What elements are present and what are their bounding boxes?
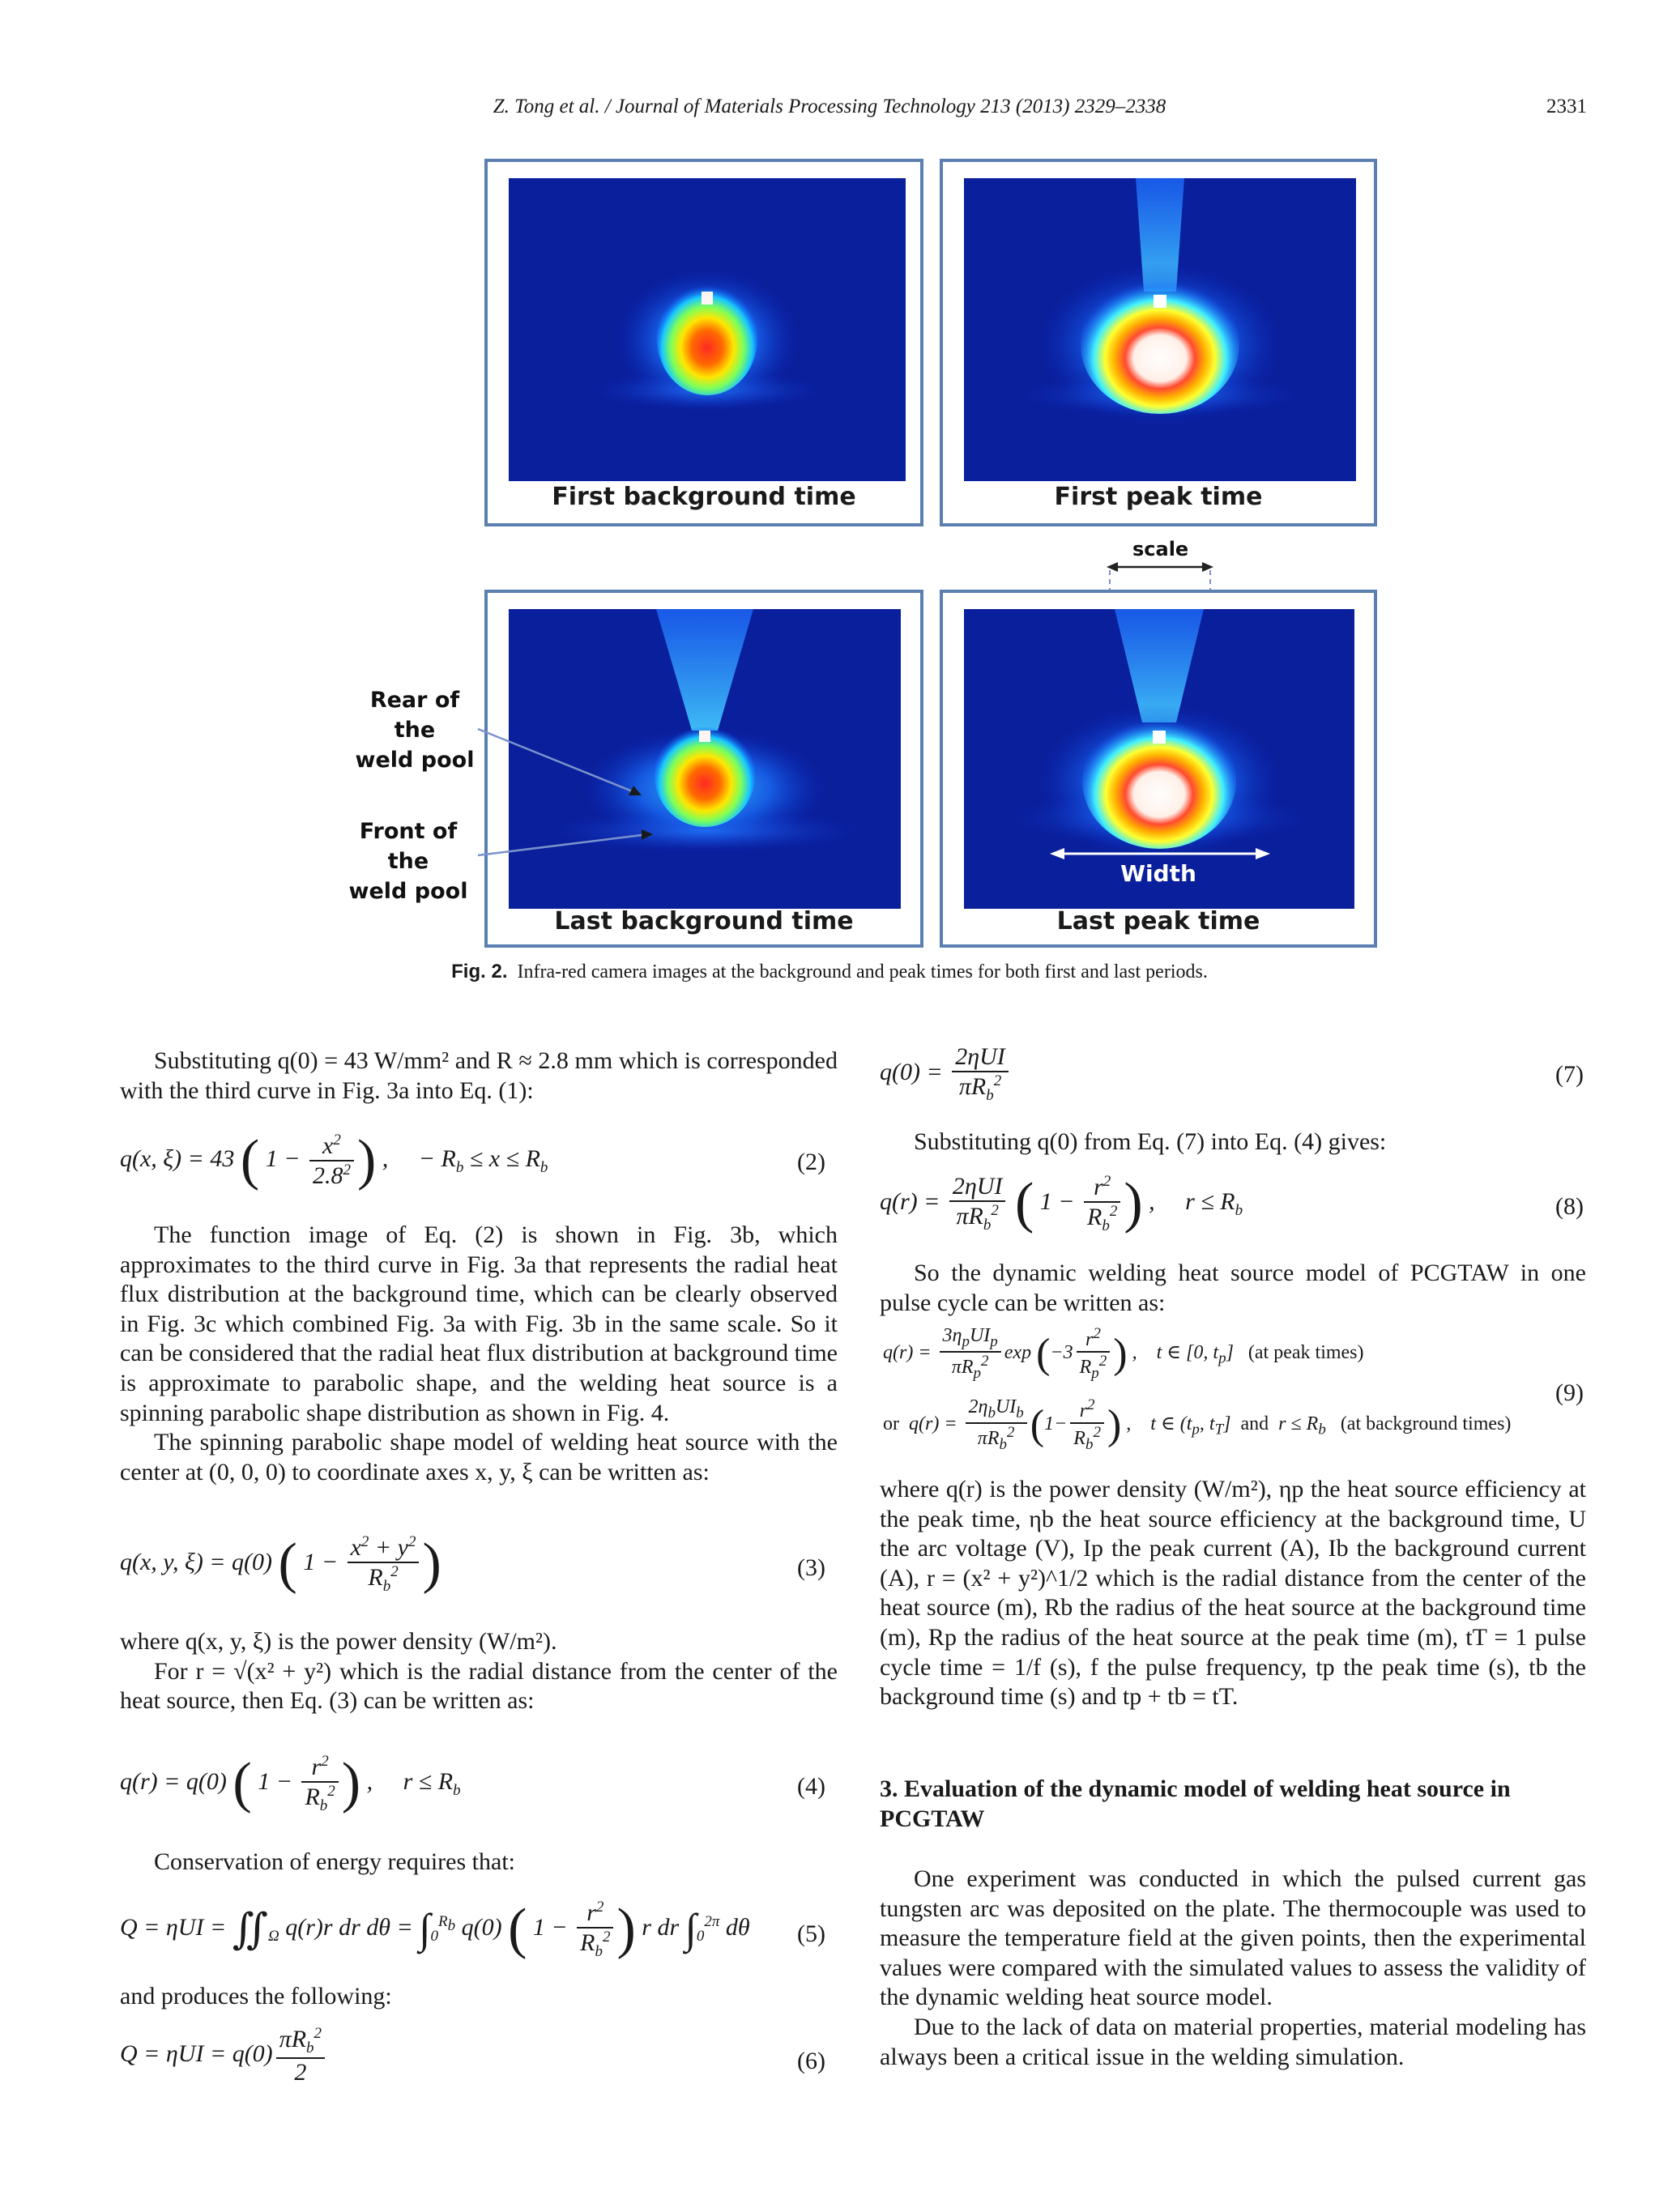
equation-number: (7)	[1555, 1061, 1584, 1088]
right-column-p2: So the dynamic welding heat source model of PCGTAW in one pulse cycle can be written as:	[880, 1259, 1586, 1316]
equation-2: q(x, ξ) = 43 ( 1 − $\frac{x^2}{2.8^2}$ ) , − $R_b \le x \le R_b$	[120, 1129, 548, 1191]
equation-6: Q = ηUI = q(0) $\frac{\pi R_b^2}{2}$	[120, 2025, 328, 2086]
figure-panel-first-background	[484, 159, 923, 526]
left-column-p6: Conservation of energy requires that:	[154, 1848, 515, 1875]
right-column-p3: where q(r) is the power density (W/m²), ηp the heat source efficiency at the peak time, ηb the heat source efficiency at the background time, U the arc voltage (V), Ip the peak current (A), Ib the background current (A), r = (x² + y²)^1/2 which is the radial distance from the center of the heat source (m), Rb the radius of the heat source at the background time (m), Rp the radius of the heat source at the peak time (m), tT = 1 pulse cycle time = 1/f (s), f the pulse frequency, tp the peak time (s), tb the background time (s) and tp + tb = tT.	[880, 1476, 1586, 1711]
panel-label: Last background time	[554, 907, 854, 936]
equation-7: q(0) = $\frac{\text{2ηUI}}{\pi R_b^2}$	[880, 1043, 1012, 1105]
figure-panel-first-peak	[940, 159, 1377, 526]
equation-number: (4)	[797, 1773, 825, 1800]
rear-of-weld-pool-label: Rear of the weld pool	[355, 688, 475, 773]
front-of-weld-pool-label: Front of the weld pool	[348, 819, 468, 904]
panel-label: Last peak time	[1056, 907, 1260, 936]
page-number: 2331	[1546, 96, 1587, 117]
figure-panel-last-peak	[940, 590, 1377, 948]
left-column-p4: where q(x, y, ξ) is the power density (W/m²). For r = √(x² + y²) which is the radial distance from the center of the heat source, then Eq. (3) can be written as:	[120, 1628, 838, 1715]
left-column-p2: The function image of Eq. (2) is shown in Fig. 3b, which approximates to the third curve in Fig. 3a that represents the radial heat flux distribution at the background time, which can be clearly observed in Fig. 3c which combined Fig. 3a with Fig. 3b in the same scale. So it can be considered that the radial heat flux distribution at background time is approximate to parabolic shape, and the welding heat source is a spinning parabolic shape distribution as shown in Fig. 4. The spinning parabolic shape model of welding heat source with the center at (0, 0, 0) to coordinate axes x, y, ξ can be written as:	[120, 1221, 838, 1485]
equation-5: $Q = \eta UI = ∬_\Omega$ q(r)r dr $d\theta = \int_0^{R_b}$ q(0) ( 1 − $\frac{r^2}{R_b^2}$ ) r dr $\int_0^{2\pi}$ dθ	[120, 1898, 750, 1960]
figure-caption-text: Infra-red camera images at the background and peak times for both first and last periods.	[517, 961, 1208, 982]
figure-caption-label: Fig. 2.	[451, 961, 508, 982]
equation-3: q(x, y, ξ) = q(0) ( 1 − $\frac{x^2 + y^2}{R_b^2}$ )	[120, 1532, 441, 1595]
thermal-image	[509, 178, 906, 481]
width-label: Width	[1120, 860, 1196, 887]
running-head: Z. Tong et al. / Journal of Materials Processing Technology 213 (2013) 2329–2338	[493, 96, 1166, 117]
figure-caption	[0, 961, 1659, 983]
equation-number: (5)	[797, 1920, 825, 1947]
right-column-p4: One experiment was conducted in which the pulsed current gas tungsten arc was deposited on the plate. The thermocouple was used to measure the temperature field at the given points, then the experimental values were compared with the simulated values to assess the validity of the dynamic welding heat source model. Due to the lack of data on material properties, material modeling has always been a critical issue in the welding simulation.	[880, 1865, 1586, 2070]
panel-label: First background time	[552, 483, 856, 511]
scale-label: scale	[1132, 538, 1189, 560]
equation-number: (6)	[797, 2048, 825, 2074]
equation-9a: q(r) = $\frac{3\eta_pUI_p}{\pi R_p^2}$ exp (−3 $\frac{r^2}{R_p^2}$ ) , t ∈ [0, $t_p$] (at peak times)	[883, 1325, 1364, 1382]
equation-8: q(r) = $\frac{\text{2ηUI}}{\pi R_b^2}$ ( 1 − $\frac{r^2}{R_b^2}$ ) , $r \le R_b$	[880, 1172, 1243, 1234]
panel-label: First peak time	[1054, 483, 1263, 511]
equation-9b: or q(r) = $\frac{2\eta_bUI_b}{\pi R_b^2}$ (1− $\frac{r^2}{R_b^2}$ ) , t ∈ ($t_p$, $t_T$] and $r \le R_b$ (at background times)	[883, 1396, 1512, 1453]
left-column-p1: Substituting q(0) = 43 W/mm² and R ≈ 2.8 mm which is corresponded with the third curve in Fig. 3a into Eq. (1):	[120, 1047, 838, 1104]
left-column-p7: and produces the following:	[120, 1983, 392, 2010]
section-heading: 3. Evaluation of the dynamic model of welding heat source in PCGTAW	[880, 1775, 1511, 1832]
equation-number: (9)	[1555, 1379, 1584, 1406]
equation-4: q(r) = q(0) ( 1 − $\frac{r^2}{R_b^2}$ ) , $r \le R_b$	[120, 1752, 461, 1814]
equation-number: (2)	[797, 1149, 825, 1175]
equation-number: (3)	[797, 1554, 825, 1581]
right-column-p1: Substituting q(0) from Eq. (7) into Eq. (4) gives:	[914, 1128, 1387, 1155]
equation-number: (8)	[1555, 1193, 1584, 1220]
thermal-image	[964, 178, 1356, 481]
annotation-arrows	[462, 713, 672, 875]
